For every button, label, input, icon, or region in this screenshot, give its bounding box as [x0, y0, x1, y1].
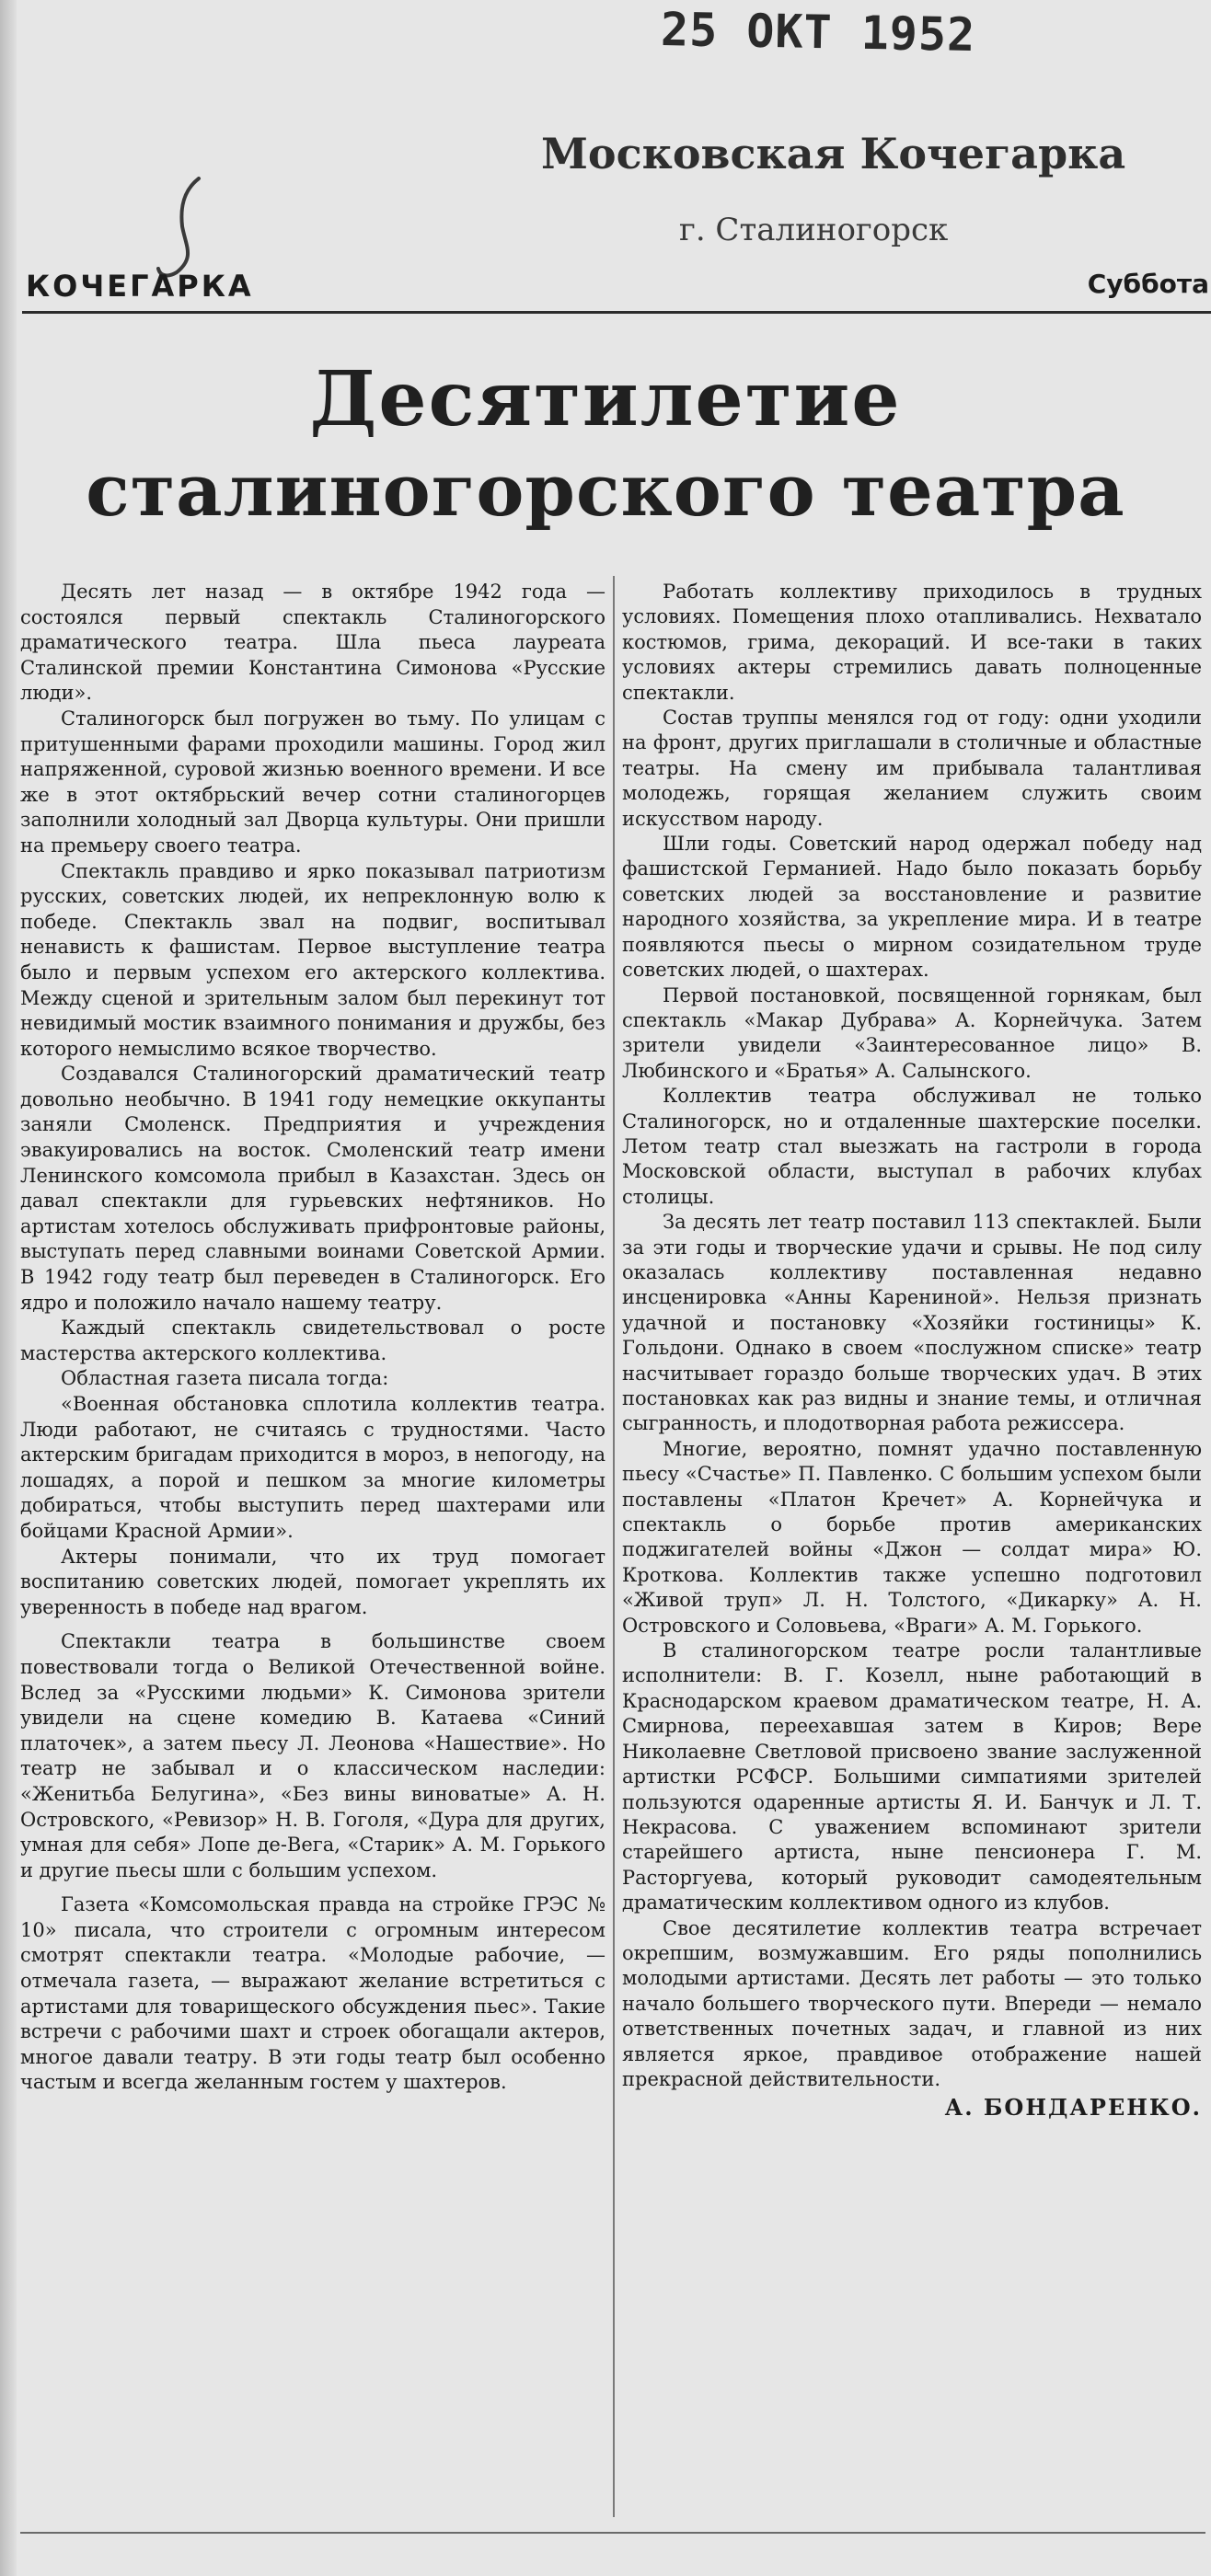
paragraph: Актеры понимали, что их труд помогает воспитанию советских людей, помогает укреплять их уверенность в победе над врагом. [20, 1545, 606, 1618]
bottom-rule [20, 2532, 1205, 2534]
paragraph: Каждый спектакль свидетельствовал о росте мастерства актерского коллектива. [20, 1317, 606, 1364]
paragraph: Спектакли театра в большинстве своем повествовали тогда о Великой Отечественной войне. Вслед за «Русскими людьми» К. Симонова зрители увидели на сцене комедию В. Катаева «Синий платочек», а затем пьесу Л. Леонова «Нашествие». Но театр не забывал и о классическом наследии: «Женитьба Белугина», «Без вины виноватые» А. Н. Островского, «Ревизор» Н. В. Гоголя, «Дура для других, умная для себя» Лопе де-Вега, «Старик» А. М. Горького и другие пьесы шли с большим успехом. [20, 1630, 606, 1881]
pencil-mark-icon [155, 173, 210, 283]
paragraph: Многие, вероятно, помнят удачно поставленную пьесу «Счастье» П. Павленко. С большим успехом были поставлены «Платон Кречет» А. Корнейчука и спектакль о борьбе против американских поджигателей войны «Джон — солдат мира» Ю. Кроткова. Коллектив также успешно подготовил «Живой труп» Л. Н. Толстого, «Дикарку» А. Н. Островского и Соловьева, «Враги» А. М. Горького. [622, 1437, 1202, 1637]
date-stamp: 25 ОКТ 1952 [660, 3, 976, 62]
headline-line-2: сталиногорского театра [86, 449, 1125, 533]
paragraph: Газета «Комсомольская правда на стройке ГРЭС № 10» писала, что строители с огромным интересом смотрят спектакли театра. «Молодые рабочие, — отмечала газета, — выражают желание встретиться с артистами для товарищеского обсуждения пьес». Такие встречи с рабочими шахт и строек обогащали актеров, многое давали театру. В эти годы театр был особенно частым и всегда желанным гостем у шахтеров. [20, 1893, 606, 2094]
paragraph: Шли годы. Советский народ одержал победу над фашистской Германией. Надо было показать борьбу советских людей за восстановление и развитие народного хозяйства, за укрепление мира. И в театре появляются пьесы о мирном созидательном труде советских людей, о шахтерах. [622, 833, 1202, 982]
paragraph: Состав труппы менялся год от году: одни уходили на фронт, других приглашали в столичные и областные театры. На смену им прибывала талантливая молодежь, горящая желанием служить своим искусством народу. [622, 707, 1202, 830]
paragraph: Свое десятилетие коллектив театра встречает окрепшим, возмужавшим. Его ряды пополнились молодыми артистами. Десять лет работы — это только начало большего творческого пути. Впереди — немало ответственных почетных задач, и главной из них является яркое, правдивое отображение нашей прекрасной действительности. [622, 1916, 1202, 2090]
author-signature: А. БОНДАРЕНКО. [944, 2094, 1202, 2122]
masthead [22, 269, 1209, 313]
masthead-paper-name: КОЧЕГАРКА [26, 269, 254, 304]
paragraph: За десять лет театр поставил 113 спектаклей. Были за эти годы и творческие удачи и срывы. Не под силу оказалась коллективу поставленная недавно инсценировка «Анны Карениной». Нельзя признать удачной и постановку «Хозяйки гостиницы» К. Гольдони. Однако в своем «послужном списке» театр насчитывает гораздо больше творческих удач. В этих постановках как раз видны и знание темы, и отличная сыгранность, и плодотворная работа режиссера. [622, 1211, 1202, 1435]
paragraph: Создавался Сталиногорский драматический театр довольно необычно. В 1941 году немецкие оккупанты заняли Смоленск. Предприятия и учреждения эвакуировались на восток. Смоленский театр имени Ленинского комсомола прибыл в Казахстан. Здесь он давал спектакли для гурьевских нефтяников. Но артистам хотелось обслуживать прифронтовые районы, выступать перед славными воинами Советской Армии. В 1942 году театр был переведен в Сталиногорск. Его ядро и положило начало нашему театру. [20, 1063, 606, 1314]
quote-paragraph: «Военная обстановка сплотила коллектив театра. Люди работают, не считаясь с трудностями. Часто актерским бригадам приходится в мороз, в непогоду, на лошадях, а порой и пешком за многие километры добираться, чтобы выступить перед шахтерами или бойцами Красной Армии». [20, 1393, 606, 1542]
column-divider [613, 576, 615, 2517]
paragraph: Областная газета писала тогда: [61, 1367, 389, 1390]
article-column-left [20, 580, 606, 2512]
paragraph: Десять лет назад — в октябре 1942 года — состоялся первый спектакль Сталиногорского драматического театра. Шла пьеса лауреата Сталинской премии Константина Симонова «Русские люди». [20, 581, 606, 705]
paragraph: Работать коллективу приходилось в трудных условиях. Помещения плохо отапливались. Нехватало костюмов, грима, декораций. И все-таки в таких условиях актеры стремились давать полноценные спектакли. [622, 581, 1202, 704]
headline-line-1: Десятилетие [309, 355, 902, 443]
article-headline [0, 355, 1211, 537]
paragraph: В сталиногорском театре росли талантливые исполнители: В. Г. Козелл, ныне работающий в Краснодарском краевом драматическом театре, Н. А. Смирнова, переехавшая затем в Киров; Вере Николаевне Светловой присвоено звание заслуженной артистки РСФСР. Большими симпатиями зрителей пользуются одаренные артисты Я. И. Банчук и Л. Т. Некрасова. С уважением вспоминают зрители старейшего артиста, ныне пенсионера Г. М. Расторгуева, который руководит самодеятельным драматическим коллективом одного из клубов. [622, 1639, 1202, 1915]
masthead-weekday: Суббота [1087, 269, 1209, 299]
paragraph: Сталиногорск был погружен во тьму. По улицам с притушенными фарами проходили машины. Город жил напряженной, суровой жизнью военного времени. И все же в этот октябрьский вечер сотни сталиногорцев заполнили холодный зал Дворца культуры. Они пришли на премьеру своего театра. [20, 707, 606, 857]
article-column-right [622, 580, 1202, 2512]
masthead-rule [22, 311, 1211, 314]
newspaper-stamp: Московская Кочегарка [541, 129, 1126, 178]
paragraph: Спектакль правдиво и ярко показывал патриотизм русских, советских людей, их непреклонную волю к победе. Спектакль звал на подвиг, воспитывал ненависть к фашистам. Первое выступление театра было и первым успехом его актерского коллектива. Между сценой и зрительным залом был перекинут тот невидимый мостик взаимного понимания и дружбы, без которого немыслимо всякое творчество. [20, 859, 606, 1060]
paragraph: Коллектив театра обслуживал не только Сталиногорск, но и отдаленные шахтерские поселки. Летом театр стал выезжать на гастроли в города Московской области, выступал в рабочих клубах столицы. [622, 1085, 1202, 1208]
paragraph: Первой постановкой, посвященной горнякам, был спектакль «Макар Дубрава» А. Корнейчука. Затем зрители увидели «Заинтересованное лицо» В. Любинского и «Братья» А. Салынского. [622, 983, 1202, 1082]
city-stamp: г. Сталиногорск [679, 212, 949, 248]
